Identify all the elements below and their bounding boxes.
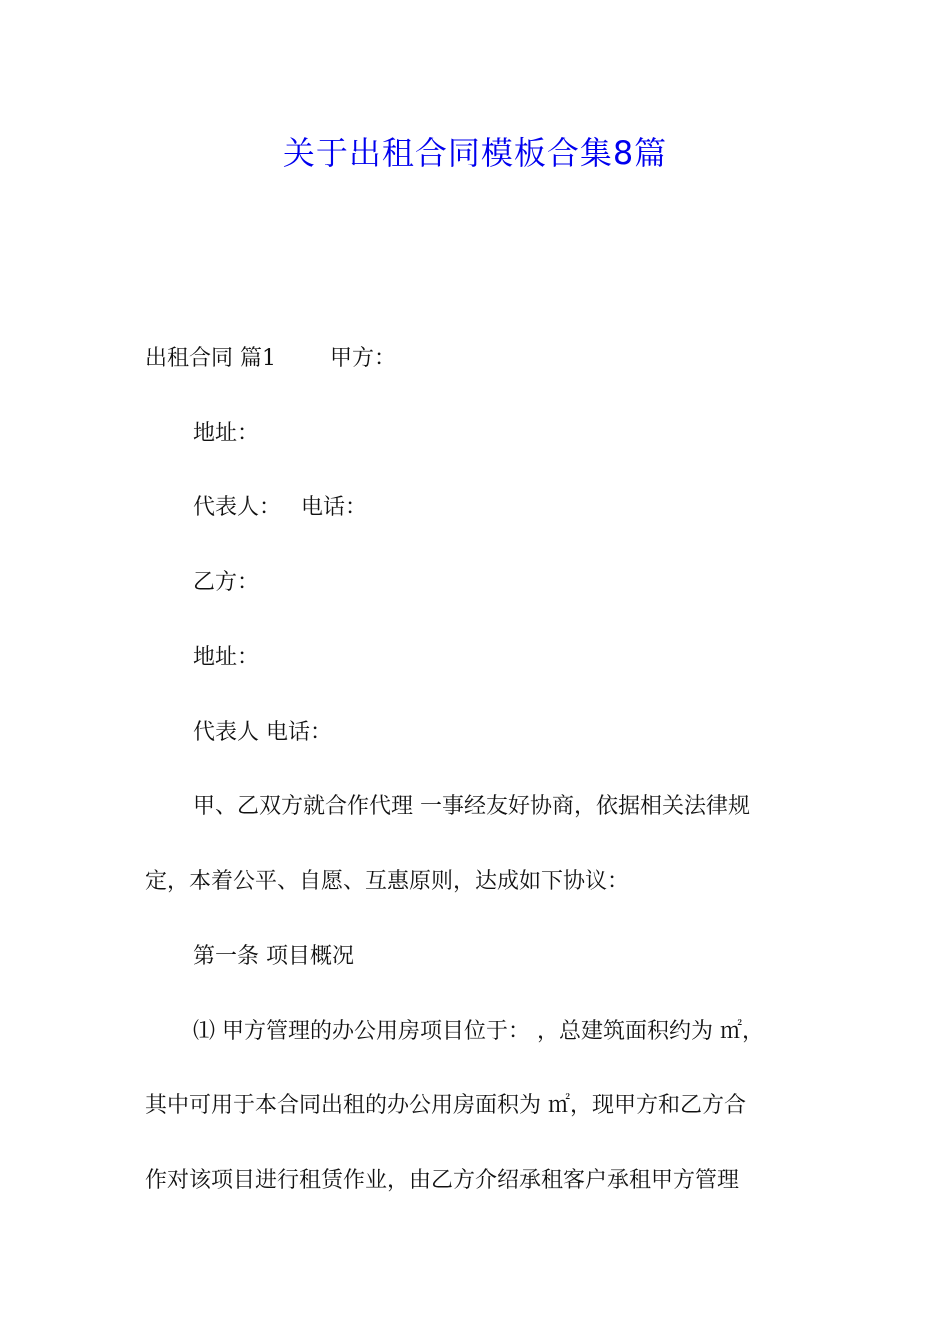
party-a-representative: 代表人： [193, 495, 282, 520]
article-1-item-line-3: 作对该项目进行租赁作业，由乙方介绍承租客户承租甲方管理 [145, 1168, 740, 1193]
document-title: 关于出租合同模板合集8篇 [282, 134, 668, 172]
party-a-label: 甲方： [330, 346, 397, 371]
contract-heading: 出租合同 篇1 [145, 346, 276, 371]
party-b-address: 地址： [193, 645, 260, 670]
intro-paragraph-line-2: 定，本着公平、自愿、互惠原则，达成如下协议： [145, 869, 630, 894]
article-1-heading: 第一条 项目概况 [193, 944, 354, 969]
party-b-representative: 代表人 电话： [193, 720, 332, 745]
article-1-item-line-1: ⑴ 甲方管理的办公用房项目位于： ，总建筑面积约为 ㎡， [193, 1019, 764, 1044]
contract-heading-line [145, 342, 396, 376]
party-a-address: 地址： [193, 421, 260, 446]
intro-paragraph-line-1: 甲、乙双方就合作代理 一事经友好协商，依据相关法律规 [193, 794, 750, 819]
party-a-representative-line [193, 491, 367, 525]
party-a-phone: 电话： [301, 495, 368, 520]
article-1-item-line-2: 其中可用于本合同出租的办公用房面积为 ㎡，现甲方和乙方合 [145, 1093, 746, 1118]
party-b-label: 乙方： [193, 570, 260, 595]
